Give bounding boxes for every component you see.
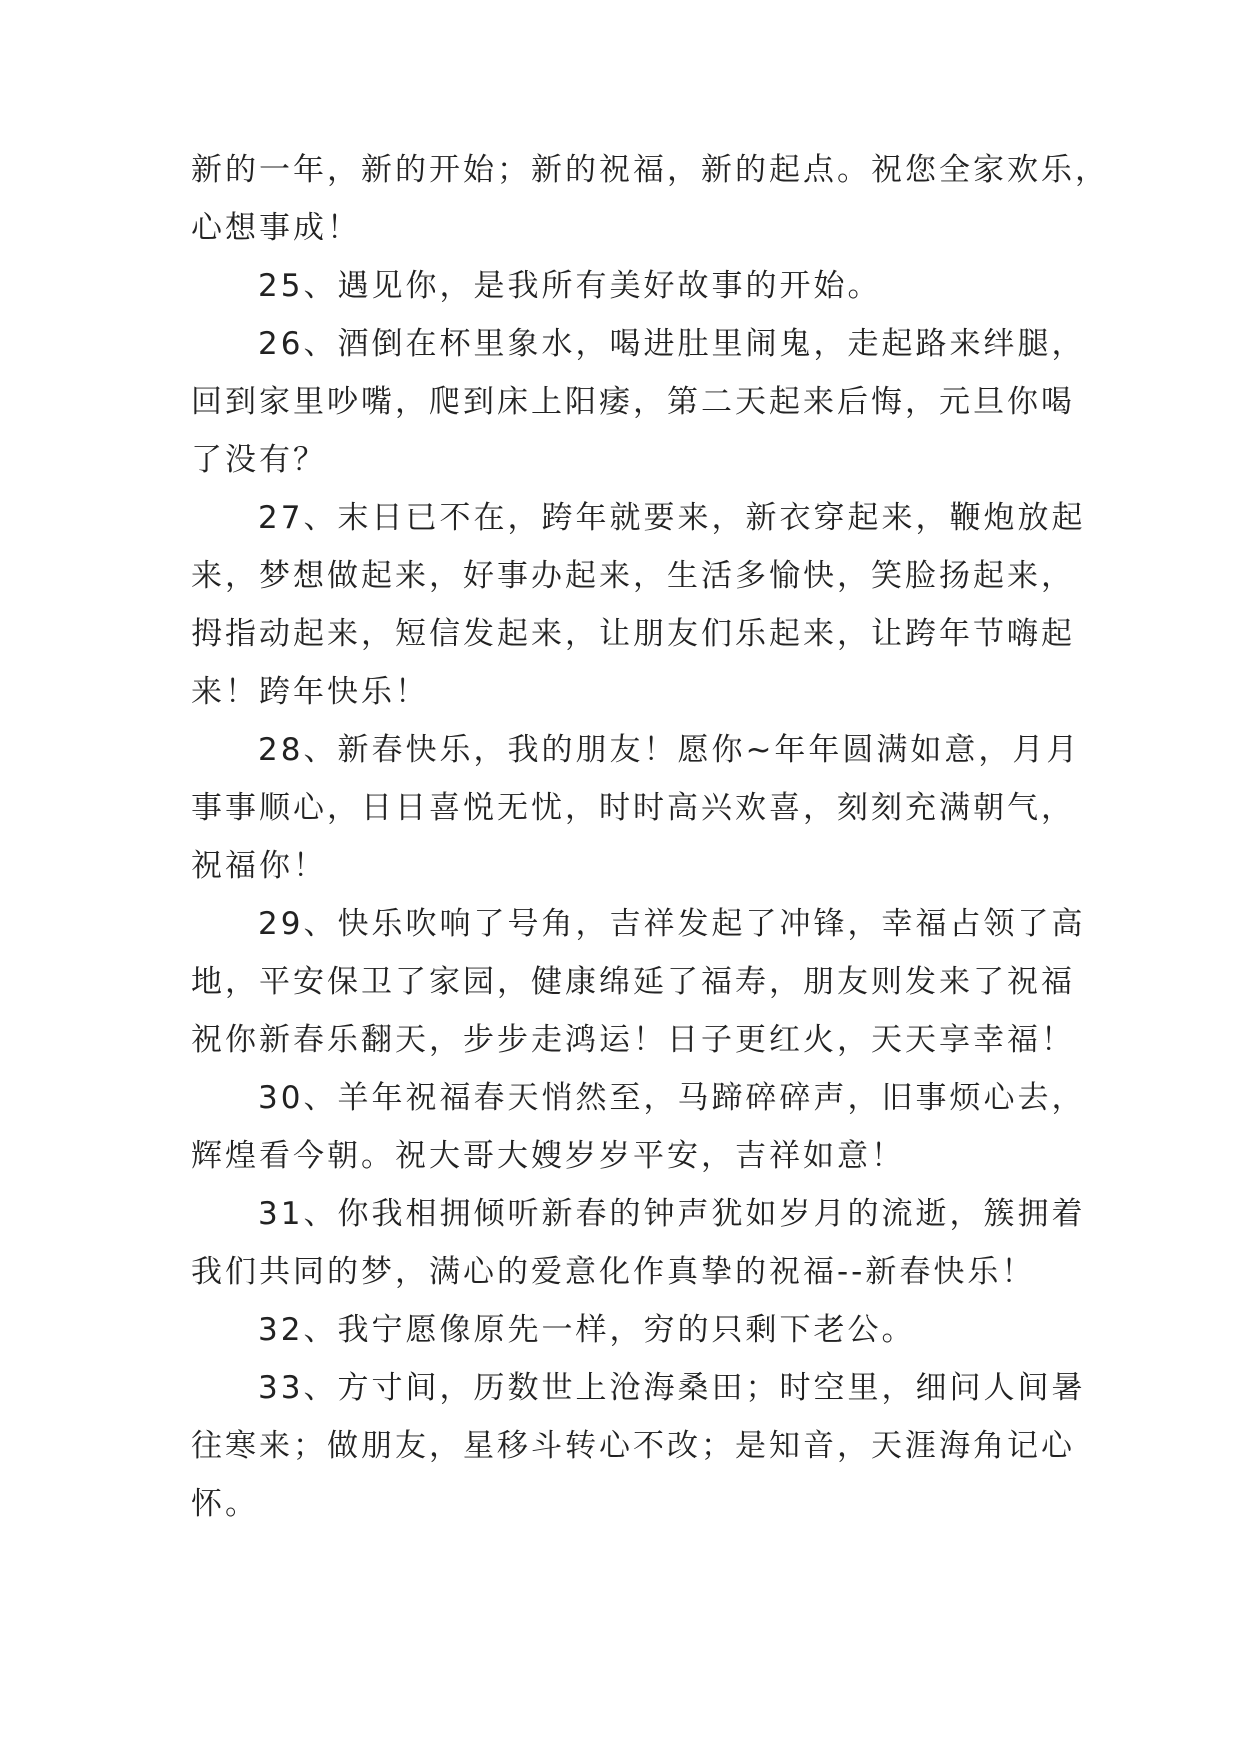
text-line: 29、快乐吹响了号角，吉祥发起了冲锋，幸福占领了高 [258, 906, 1086, 942]
text-line: 26、酒倒在杯里象水，喝进肚里闹鬼，走起路来绊腿， [258, 326, 1086, 362]
text-line: 拇指动起来，短信发起来，让朋友们乐起来，让跨年节嗨起 [191, 616, 1075, 652]
text-line: 回到家里吵嘴，爬到床上阳痿，第二天起来后悔，元旦你喝 [191, 384, 1075, 420]
text-line: 祝你新春乐翻天，步步走鸿运！日子更红火，天天享幸福！ [191, 1022, 1075, 1058]
text-line: 31、你我相拥倾听新春的钟声犹如岁月的流逝，簇拥着 [258, 1196, 1086, 1232]
text-line: 新的一年，新的开始；新的祝福，新的起点。祝您全家欢乐， [191, 152, 1109, 188]
text-line: 往寒来；做朋友，星移斗转心不改；是知音，天涯海角记心 [191, 1428, 1075, 1464]
text-line: 来，梦想做起来，好事办起来，生活多愉快，笑脸扬起来， [191, 558, 1075, 594]
text-line: 28、新春快乐，我的朋友！愿你~年年圆满如意，月月 [258, 732, 1081, 768]
text-line: 事事顺心，日日喜悦无忧，时时高兴欢喜，刻刻充满朝气， [191, 790, 1075, 826]
text-line: 了没有？ [191, 442, 327, 478]
text-line: 祝福你！ [191, 848, 327, 884]
text-line: 辉煌看今朝。祝大哥大嫂岁岁平安，吉祥如意！ [191, 1138, 905, 1174]
text-line: 我们共同的梦，满心的爱意化作真挚的祝福--新春快乐！ [191, 1254, 1036, 1290]
text-line: 怀。 [191, 1486, 259, 1522]
text-line: 地，平安保卫了家园，健康绵延了福寿，朋友则发来了祝福 [191, 964, 1075, 1000]
text-line: 30、羊年祝福春天悄然至，马蹄碎碎声，旧事烦心去， [258, 1080, 1086, 1116]
text-line: 27、末日已不在，跨年就要来，新衣穿起来，鞭炮放起 [258, 500, 1086, 536]
text-line: 来！跨年快乐！ [191, 674, 429, 710]
text-line: 32、我宁愿像原先一样，穷的只剩下老公。 [258, 1312, 916, 1348]
text-line: 33、方寸间，历数世上沧海桑田；时空里，细问人间暑 [258, 1370, 1086, 1406]
text-line: 心想事成！ [191, 210, 361, 246]
text-line: 25、遇见你，是我所有美好故事的开始。 [258, 268, 882, 304]
